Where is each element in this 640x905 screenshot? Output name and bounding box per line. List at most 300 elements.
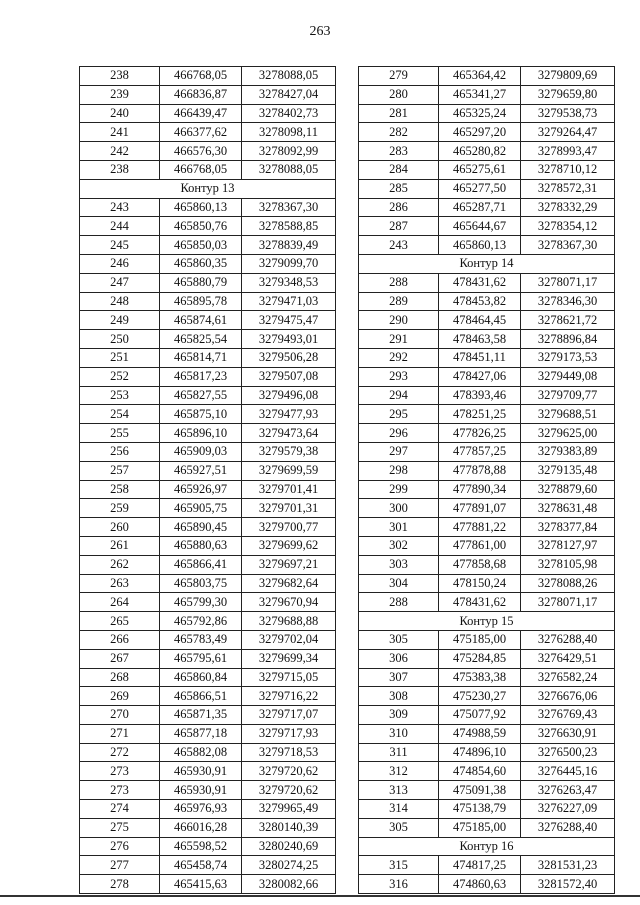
coordinate-y: 3278346,30: [521, 292, 615, 311]
coordinate-x: 465803,75: [160, 574, 242, 593]
point-number: 243: [359, 236, 439, 255]
point-number: 294: [359, 386, 439, 405]
coordinate-y: 3279625,00: [521, 424, 615, 443]
table-row: [359, 104, 615, 123]
point-number: 310: [359, 724, 439, 743]
coordinate-y: 3279965,49: [242, 800, 336, 819]
coordinate-x: 475383,38: [439, 668, 521, 687]
coordinate-x: 477861,00: [439, 536, 521, 555]
coordinate-y: 3280240,69: [242, 837, 336, 856]
table-row: [359, 818, 615, 837]
coordinate-x: 477857,25: [439, 442, 521, 461]
coordinate-y: 3278088,26: [521, 574, 615, 593]
point-number: 286: [359, 198, 439, 217]
coordinate-x: 465792,86: [160, 612, 242, 631]
coordinate-x: 465909,03: [160, 442, 242, 461]
point-number: 259: [80, 499, 160, 518]
coordinate-x: 465598,52: [160, 837, 242, 856]
table-row: [80, 217, 336, 236]
point-number: 299: [359, 480, 439, 499]
coordinate-x: 475138,79: [439, 800, 521, 819]
coordinate-x: 465827,55: [160, 386, 242, 405]
coordinate-y: 3278071,17: [521, 593, 615, 612]
table-row: [359, 724, 615, 743]
point-number: 298: [359, 461, 439, 480]
point-number: 262: [80, 555, 160, 574]
section-header-row: [80, 179, 336, 198]
coordinate-y: 3279449,08: [521, 367, 615, 386]
point-number: 275: [80, 818, 160, 837]
coordinate-y: 3279717,93: [242, 724, 336, 743]
coordinate-x: 465280,82: [439, 142, 521, 161]
table-row: [80, 273, 336, 292]
coordinate-y: 3276288,40: [521, 630, 615, 649]
table-row: [80, 800, 336, 819]
table-row: [359, 800, 615, 819]
coordinate-x: 477891,07: [439, 499, 521, 518]
section-title: Контур 14: [359, 254, 615, 273]
point-number: 240: [80, 104, 160, 123]
coordinate-y: 3278896,84: [521, 330, 615, 349]
coordinate-y: 3278105,98: [521, 555, 615, 574]
coordinate-y: 3279701,41: [242, 480, 336, 499]
coordinate-x: 477878,88: [439, 461, 521, 480]
table-row: [80, 781, 336, 800]
coordinate-y: 3279702,04: [242, 630, 336, 649]
coordinate-y: 3280082,66: [242, 875, 336, 894]
coordinate-y: 3279701,31: [242, 499, 336, 518]
coordinate-x: 465277,50: [439, 179, 521, 198]
point-number: 279: [359, 67, 439, 86]
coordinate-y: 3278367,30: [521, 236, 615, 255]
coordinate-x: 478150,24: [439, 574, 521, 593]
coordinate-y: 3278621,72: [521, 311, 615, 330]
table-row: [80, 67, 336, 86]
coordinate-y: 3278071,17: [521, 273, 615, 292]
coordinate-x: 465817,23: [160, 367, 242, 386]
coordinate-x: 465926,97: [160, 480, 242, 499]
coordinate-y: 3278588,85: [242, 217, 336, 236]
coordinate-x: 465783,49: [160, 630, 242, 649]
point-number: 254: [80, 405, 160, 424]
point-number: 265: [80, 612, 160, 631]
point-number: 244: [80, 217, 160, 236]
point-number: 255: [80, 424, 160, 443]
coordinate-x: 465860,13: [160, 198, 242, 217]
point-number: 295: [359, 405, 439, 424]
coordinate-x: 478451,11: [439, 348, 521, 367]
table-row: [359, 574, 615, 593]
point-number: 288: [359, 273, 439, 292]
coordinate-x: 478427,06: [439, 367, 521, 386]
table-row: [359, 649, 615, 668]
coordinate-y: 3279507,08: [242, 367, 336, 386]
section-header-row: [359, 254, 615, 273]
point-number: 296: [359, 424, 439, 443]
coordinate-x: 465825,54: [160, 330, 242, 349]
coordinate-x: 475185,00: [439, 630, 521, 649]
table-row: [359, 85, 615, 104]
table-row: [359, 367, 615, 386]
point-number: 261: [80, 536, 160, 555]
table-row: [359, 461, 615, 480]
coordinate-y: 3279579,38: [242, 442, 336, 461]
table-row: [80, 818, 336, 837]
table-row: [80, 254, 336, 273]
coordinate-x: 465905,75: [160, 499, 242, 518]
coordinate-y: 3279699,62: [242, 536, 336, 555]
point-number: 285: [359, 179, 439, 198]
coordinate-x: 465976,93: [160, 800, 242, 819]
table-row: [359, 593, 615, 612]
coordinate-x: 465341,27: [439, 85, 521, 104]
coordinate-y: 3279670,94: [242, 593, 336, 612]
coordinate-y: 3278088,05: [242, 160, 336, 179]
point-number: 243: [80, 198, 160, 217]
point-number: 258: [80, 480, 160, 499]
coordinate-x: 465896,10: [160, 424, 242, 443]
coordinate-y: 3279697,21: [242, 555, 336, 574]
table-row: [359, 630, 615, 649]
coordinate-y: 3278377,84: [521, 518, 615, 537]
coordinate-x: 465866,51: [160, 687, 242, 706]
table-row: [359, 424, 615, 443]
table-row: [359, 536, 615, 555]
coordinate-y: 3278427,04: [242, 85, 336, 104]
table-row: [359, 386, 615, 405]
section-title: Контур 16: [359, 837, 615, 856]
point-number: 281: [359, 104, 439, 123]
table-row: [359, 330, 615, 349]
coordinate-x: 478463,58: [439, 330, 521, 349]
coordinate-x: 465644,67: [439, 217, 521, 236]
table-row: [80, 480, 336, 499]
coordinate-y: 3276429,51: [521, 649, 615, 668]
point-number: 247: [80, 273, 160, 292]
coordinate-y: 3279135,48: [521, 461, 615, 480]
coordinate-x: 465287,71: [439, 198, 521, 217]
coordinate-x: 477881,22: [439, 518, 521, 537]
coordinate-y: 3276676,06: [521, 687, 615, 706]
table-row: [80, 875, 336, 894]
coordinate-y: 3279720,62: [242, 762, 336, 781]
coordinate-y: 3279682,64: [242, 574, 336, 593]
point-number: 238: [80, 160, 160, 179]
coordinate-y: 3278879,60: [521, 480, 615, 499]
point-number: 257: [80, 461, 160, 480]
point-number: 277: [80, 856, 160, 875]
coordinate-x: 466576,30: [160, 142, 242, 161]
table-body-left: [80, 67, 336, 894]
table-row: [80, 499, 336, 518]
coordinate-x: 465880,79: [160, 273, 242, 292]
coordinate-y: 3279809,69: [521, 67, 615, 86]
coordinate-y: 3279688,51: [521, 405, 615, 424]
point-number: 267: [80, 649, 160, 668]
coordinate-x: 465860,84: [160, 668, 242, 687]
point-number: 313: [359, 781, 439, 800]
table-row: [359, 123, 615, 142]
point-number: 249: [80, 311, 160, 330]
point-number: 288: [359, 593, 439, 612]
coordinate-y: 3279688,88: [242, 612, 336, 631]
coordinate-y: 3278572,31: [521, 179, 615, 198]
coordinate-y: 3279699,34: [242, 649, 336, 668]
table-row: [359, 442, 615, 461]
coordinate-y: 3279383,89: [521, 442, 615, 461]
table-row: [80, 160, 336, 179]
point-number: 274: [80, 800, 160, 819]
coordinate-x: 465882,08: [160, 743, 242, 762]
table-body-right: [359, 67, 615, 894]
coordinate-y: 3279718,53: [242, 743, 336, 762]
coordinate-y: 3278332,29: [521, 198, 615, 217]
table-row: [80, 687, 336, 706]
coordinate-x: 465875,10: [160, 405, 242, 424]
table-row: [359, 217, 615, 236]
coordinate-x: 466016,28: [160, 818, 242, 837]
coordinate-y: 3281572,40: [521, 875, 615, 894]
point-number: 290: [359, 311, 439, 330]
coordinate-x: 477890,34: [439, 480, 521, 499]
coordinate-y: 3281531,23: [521, 856, 615, 875]
table-row: [359, 499, 615, 518]
point-number: 246: [80, 254, 160, 273]
table-row: [80, 142, 336, 161]
coordinate-y: 3279173,53: [521, 348, 615, 367]
point-number: 252: [80, 367, 160, 386]
table-row: [80, 424, 336, 443]
coordinate-x: 465795,61: [160, 649, 242, 668]
coordinate-y: 3278993,47: [521, 142, 615, 161]
table-row: [80, 461, 336, 480]
coordinate-y: 3279699,59: [242, 461, 336, 480]
table-row: [359, 160, 615, 179]
coordinate-y: 3279471,03: [242, 292, 336, 311]
point-number: 305: [359, 818, 439, 837]
coordinate-x: 474854,60: [439, 762, 521, 781]
coordinate-y: 3279720,62: [242, 781, 336, 800]
coordinate-y: 3279709,77: [521, 386, 615, 405]
coordinate-y: 3279496,08: [242, 386, 336, 405]
coordinate-y: 3279473,64: [242, 424, 336, 443]
coordinate-x: 465799,30: [160, 593, 242, 612]
table-row: [80, 743, 336, 762]
coordinate-x: 466439,47: [160, 104, 242, 123]
coordinate-y: 3276263,47: [521, 781, 615, 800]
point-number: 256: [80, 442, 160, 461]
coordinate-x: 465877,18: [160, 724, 242, 743]
table-row: [359, 348, 615, 367]
table-row: [359, 555, 615, 574]
coordinate-x: 474896,10: [439, 743, 521, 762]
table-row: [359, 781, 615, 800]
coordinate-x: 465415,63: [160, 875, 242, 894]
point-number: 269: [80, 687, 160, 706]
coordinate-y: 3279493,01: [242, 330, 336, 349]
point-number: 276: [80, 837, 160, 856]
coordinate-y: 3279717,07: [242, 706, 336, 725]
point-number: 282: [359, 123, 439, 142]
coordinate-y: 3280140,39: [242, 818, 336, 837]
table-row: [80, 330, 336, 349]
coordinate-y: 3279700,77: [242, 518, 336, 537]
point-number: 315: [359, 856, 439, 875]
table-row: [359, 706, 615, 725]
coordinate-x: 465275,61: [439, 160, 521, 179]
coordinate-y: 3278098,11: [242, 123, 336, 142]
coordinate-y: 3279716,22: [242, 687, 336, 706]
coordinate-y: 3279506,28: [242, 348, 336, 367]
point-number: 280: [359, 85, 439, 104]
point-number: 260: [80, 518, 160, 537]
coordinate-x: 465874,61: [160, 311, 242, 330]
table-row: [80, 367, 336, 386]
coordinate-y: 3276288,40: [521, 818, 615, 837]
table-row: [80, 706, 336, 725]
coordinate-x: 475091,38: [439, 781, 521, 800]
scan-bottom-edge: [0, 895, 640, 897]
coordinate-y: 3276445,16: [521, 762, 615, 781]
section-title: Контур 15: [359, 612, 615, 631]
table-row: [359, 668, 615, 687]
point-number: 263: [80, 574, 160, 593]
table-row: [359, 292, 615, 311]
coordinate-x: 477826,25: [439, 424, 521, 443]
point-number: 284: [359, 160, 439, 179]
table-row: [80, 762, 336, 781]
table-row: [80, 123, 336, 142]
point-number: 293: [359, 367, 439, 386]
table-row: [359, 480, 615, 499]
coordinate-x: 475284,85: [439, 649, 521, 668]
coordinate-x: 475185,00: [439, 818, 521, 837]
coordinate-x: 465927,51: [160, 461, 242, 480]
point-number: 300: [359, 499, 439, 518]
coordinate-x: 478464,45: [439, 311, 521, 330]
table-row: [359, 67, 615, 86]
point-number: 270: [80, 706, 160, 725]
coordinate-x: 474817,25: [439, 856, 521, 875]
table-row: [80, 348, 336, 367]
table-row: [359, 198, 615, 217]
coordinate-y: 3276582,24: [521, 668, 615, 687]
coordinate-x: 465364,42: [439, 67, 521, 86]
table-row: [80, 649, 336, 668]
point-number: 264: [80, 593, 160, 612]
table-row: [80, 668, 336, 687]
table-row: [80, 405, 336, 424]
coordinate-y: 3278088,05: [242, 67, 336, 86]
point-number: 242: [80, 142, 160, 161]
coordinate-y: 3278354,12: [521, 217, 615, 236]
point-number: 251: [80, 348, 160, 367]
coordinate-y: 3276500,23: [521, 743, 615, 762]
table-row: [359, 179, 615, 198]
coordinate-x: 466768,05: [160, 160, 242, 179]
table-row: [80, 104, 336, 123]
table-row: [359, 142, 615, 161]
table-row: [359, 273, 615, 292]
point-number: 312: [359, 762, 439, 781]
point-number: 278: [80, 875, 160, 894]
coordinate-x: 465850,76: [160, 217, 242, 236]
coordinate-y: 3278710,12: [521, 160, 615, 179]
coordinate-x: 477858,68: [439, 555, 521, 574]
table-row: [80, 311, 336, 330]
coordinate-y: 3276769,43: [521, 706, 615, 725]
table-row: [359, 311, 615, 330]
page-number: 263: [309, 24, 331, 39]
table-row: [80, 574, 336, 593]
coordinate-y: 3279264,47: [521, 123, 615, 142]
point-number: 273: [80, 762, 160, 781]
point-number: 292: [359, 348, 439, 367]
table-row: [80, 593, 336, 612]
table-row: [80, 442, 336, 461]
point-number: 314: [359, 800, 439, 819]
table-row: [80, 724, 336, 743]
point-number: 241: [80, 123, 160, 142]
coordinate-x: 466768,05: [160, 67, 242, 86]
coordinate-x: 465458,74: [160, 856, 242, 875]
table-row: [359, 762, 615, 781]
table-row: [80, 837, 336, 856]
coordinate-x: 465860,13: [439, 236, 521, 255]
point-number: 250: [80, 330, 160, 349]
point-number: 266: [80, 630, 160, 649]
table-row: [80, 85, 336, 104]
point-number: 268: [80, 668, 160, 687]
coordinate-x: 475077,92: [439, 706, 521, 725]
table-row: [80, 198, 336, 217]
point-number: 271: [80, 724, 160, 743]
coordinate-x: 478251,25: [439, 405, 521, 424]
point-number: 309: [359, 706, 439, 725]
coordinate-x: 465866,41: [160, 555, 242, 574]
coordinate-y: 3279099,70: [242, 254, 336, 273]
coordinate-x: 465860,35: [160, 254, 242, 273]
table-row: [80, 386, 336, 405]
coordinate-x: 465930,91: [160, 781, 242, 800]
coordinate-y: 3278839,49: [242, 236, 336, 255]
coordinate-x: 478431,62: [439, 593, 521, 612]
coordinate-y: 3278631,48: [521, 499, 615, 518]
table-row: [80, 518, 336, 537]
point-number: 304: [359, 574, 439, 593]
table-row: [359, 236, 615, 255]
table-row: [80, 292, 336, 311]
point-number: 308: [359, 687, 439, 706]
coordinate-x: 465880,63: [160, 536, 242, 555]
coordinate-x: 465297,20: [439, 123, 521, 142]
coordinate-x: 466836,87: [160, 85, 242, 104]
table-row: [80, 536, 336, 555]
coordinate-y: 3278367,30: [242, 198, 336, 217]
coordinate-y: 3278127,97: [521, 536, 615, 555]
coordinates-table-left: [79, 66, 336, 894]
table-row: [359, 518, 615, 537]
section-header-row: [359, 837, 615, 856]
coordinate-x: 466377,62: [160, 123, 242, 142]
point-number: 248: [80, 292, 160, 311]
coordinate-y: 3279659,80: [521, 85, 615, 104]
coordinate-x: 474988,59: [439, 724, 521, 743]
coordinate-x: 465850,03: [160, 236, 242, 255]
coordinate-y: 3279348,53: [242, 273, 336, 292]
coordinate-x: 478393,46: [439, 386, 521, 405]
point-number: 238: [80, 67, 160, 86]
